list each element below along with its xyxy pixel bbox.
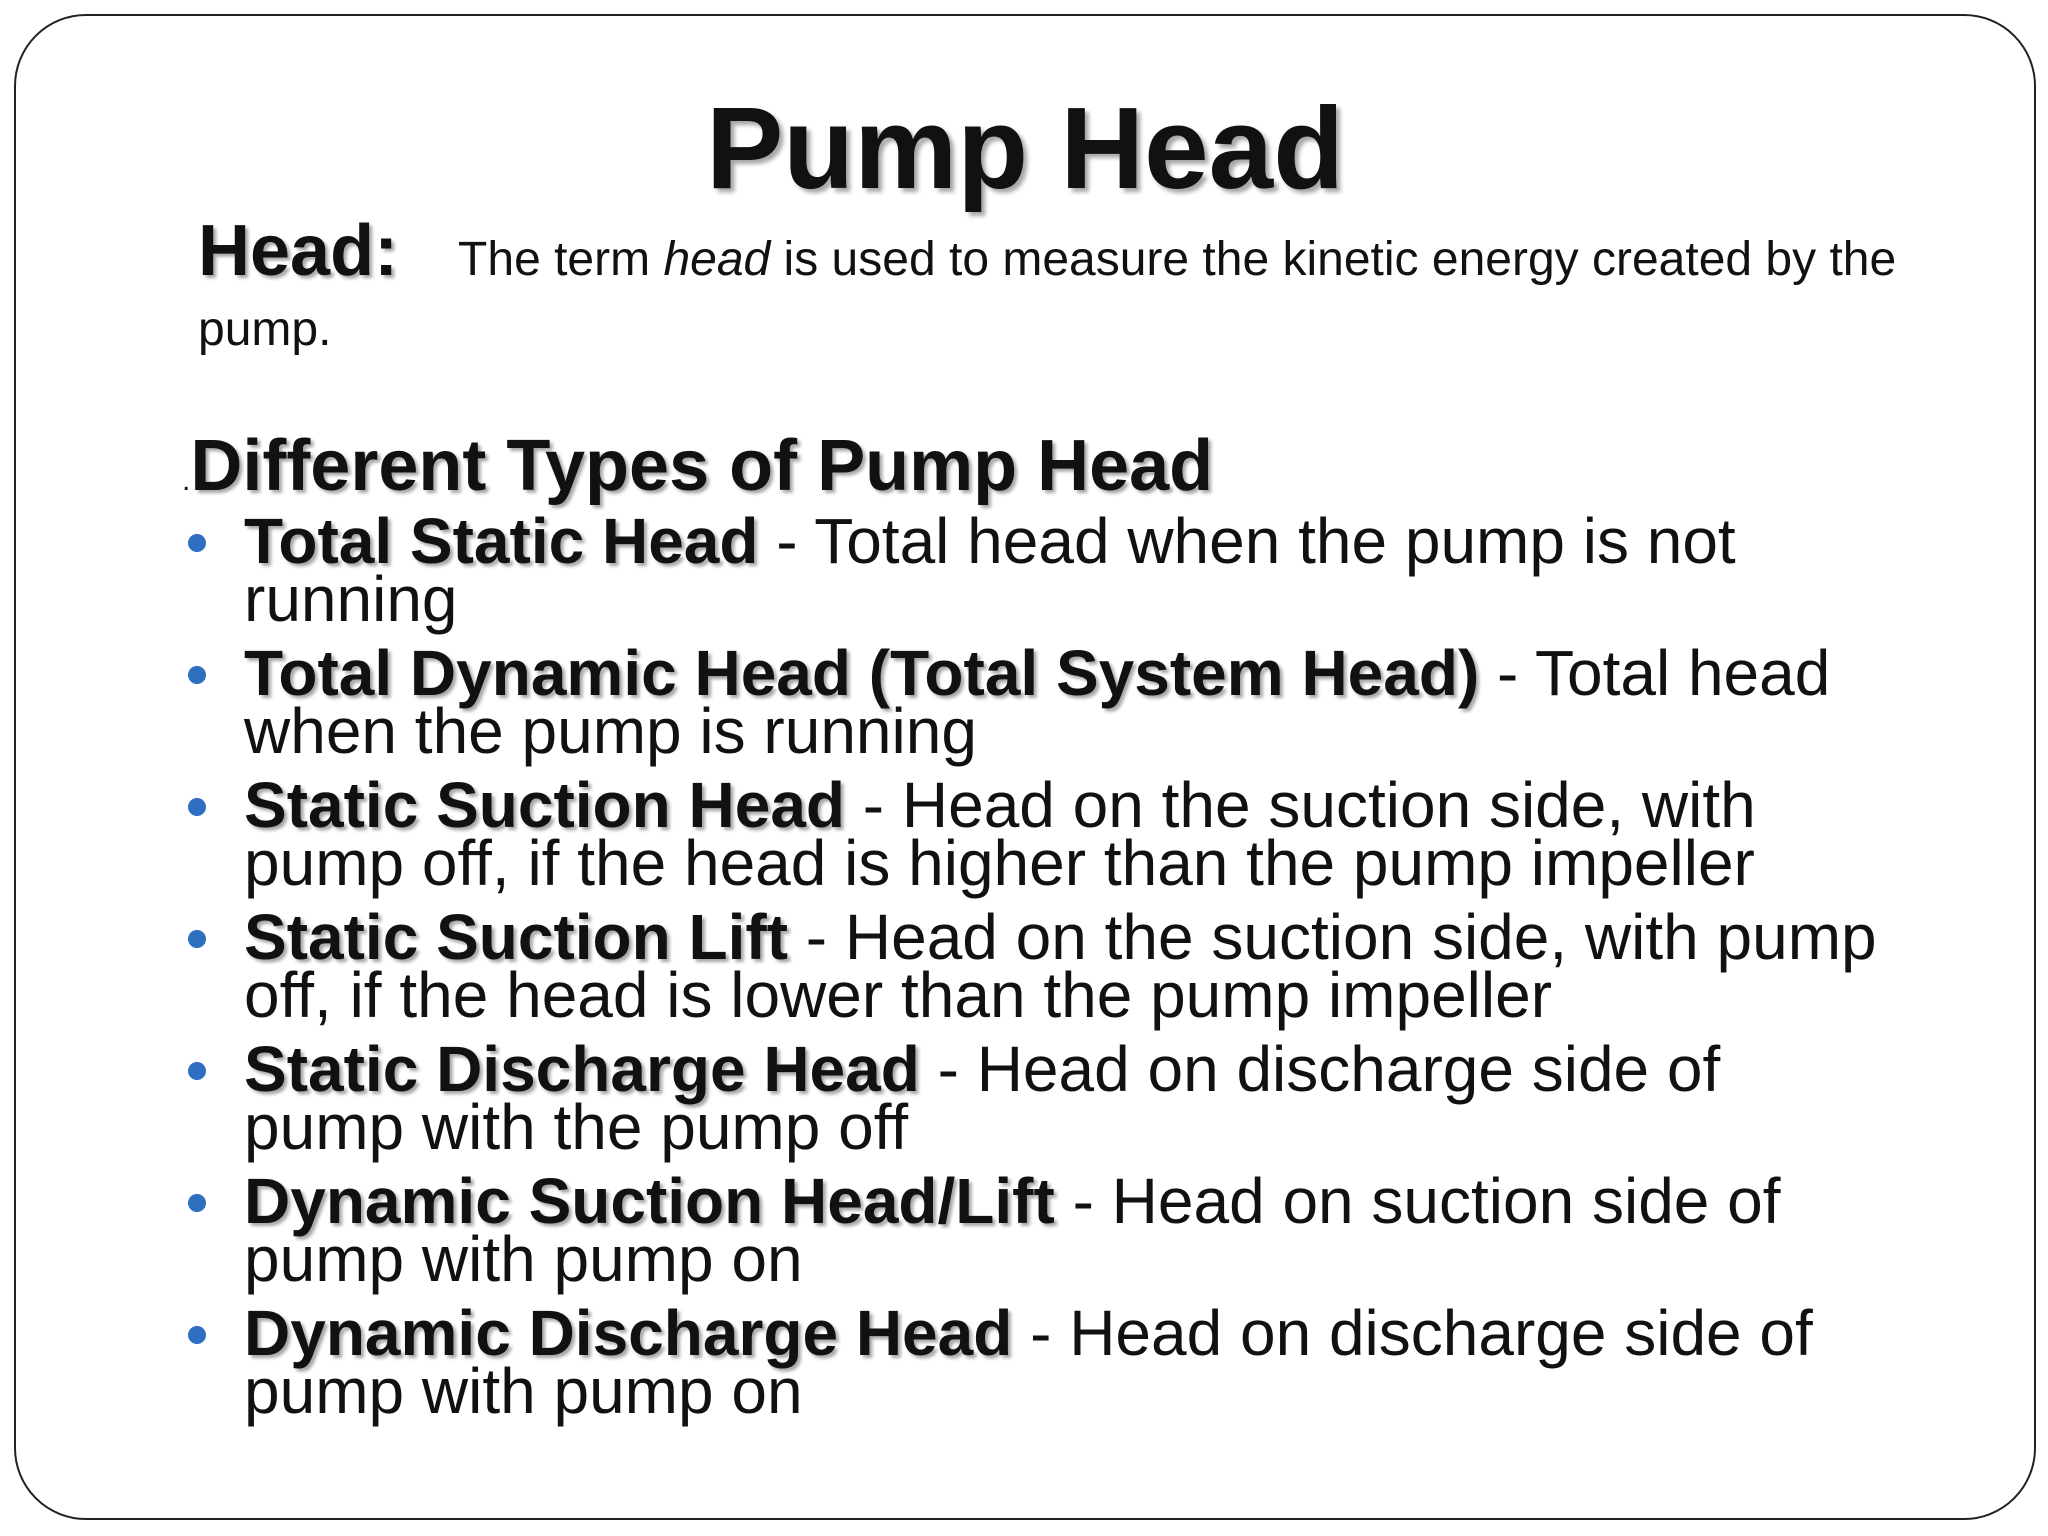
item-term: Dynamic Discharge Head — [244, 1297, 1013, 1369]
item-description: - Head on discharge side of pump with pump on — [244, 1297, 1813, 1427]
list-item — [184, 1297, 1884, 1436]
definition-term: Head: — [198, 211, 399, 291]
item-description: - Total head when the pump is not running — [244, 505, 1736, 635]
item-description: - Total head when the pump is running — [244, 637, 1831, 767]
item-description: - Head on the suction side, with pump off, if the head is lower than the pump impeller — [244, 901, 1877, 1031]
bullet-icon — [188, 1062, 206, 1080]
item-term: Total Static Head — [244, 505, 759, 577]
definition-text-after: is used to measure the kinetic energy created by the pump. — [198, 233, 1897, 356]
item-description: - Head on suction side of pump with pump on — [244, 1165, 1781, 1295]
bullet-icon — [188, 1194, 206, 1212]
list-item — [184, 1033, 1884, 1172]
list-item — [184, 1165, 1884, 1304]
pump-head-types-list — [184, 505, 1884, 1436]
item-term: Dynamic Suction Head/Lift — [244, 1165, 1055, 1237]
list-item — [184, 901, 1884, 1040]
list-item — [184, 637, 1884, 776]
bullet-icon — [188, 1326, 206, 1344]
section-heading-text: Different Types of Pump Head — [190, 426, 1214, 506]
item-term: Static Suction Head — [244, 769, 845, 841]
slide-title: Pump Head — [705, 83, 1345, 213]
definition-emphasis: head — [663, 233, 771, 286]
item-term: Static Discharge Head — [244, 1033, 920, 1105]
bullet-icon — [188, 930, 206, 948]
head-definition — [198, 211, 1938, 365]
item-description: - Head on the suction side, with pump off, if the head is higher than the pump impeller — [244, 769, 1756, 899]
item-term: Total Dynamic Head (Total System Head) — [244, 637, 1480, 709]
definition-text — [198, 233, 1896, 356]
bullet-icon — [188, 798, 206, 816]
bullet-icon — [188, 534, 206, 552]
bullet-icon — [188, 666, 206, 684]
item-term: Static Suction Lift — [244, 901, 788, 973]
definition-text-before: The term — [458, 233, 664, 286]
item-description: - Head on discharge side of pump with the pump off — [244, 1033, 1721, 1163]
section-marker: . — [182, 464, 191, 497]
list-item — [184, 505, 1884, 644]
list-item — [184, 769, 1884, 908]
slide-frame — [14, 14, 2036, 1520]
